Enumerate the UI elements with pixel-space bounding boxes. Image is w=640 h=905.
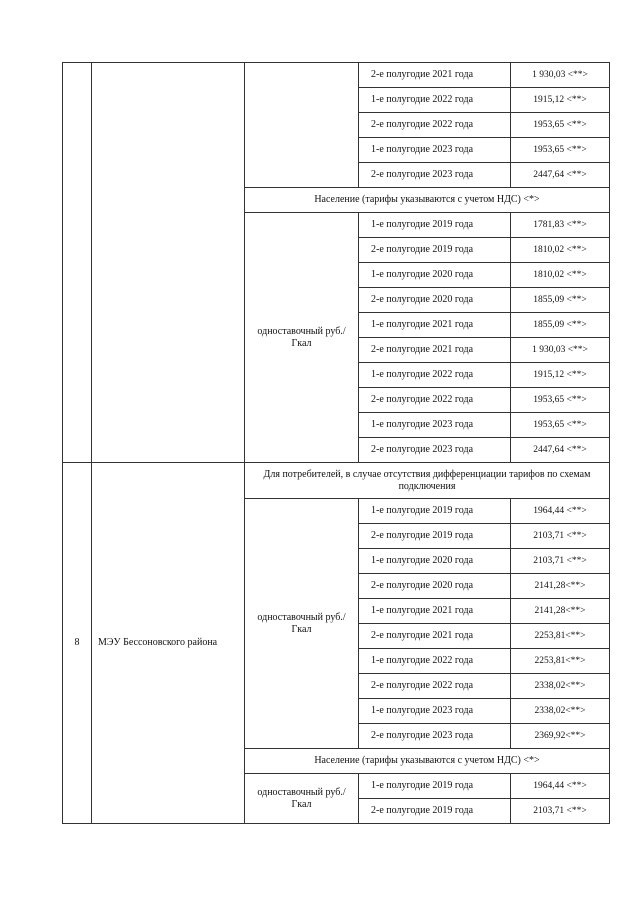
period-cell: 2-е полугодие 2020 года xyxy=(359,574,511,599)
tariff-value-cell: 1810,02 <**> xyxy=(511,263,610,288)
tariff-value-cell: 2338,02<**> xyxy=(511,699,610,724)
period-cell: 1-е полугодие 2019 года xyxy=(359,774,511,799)
period-cell: 1-е полугодие 2023 года xyxy=(359,699,511,724)
org-number: 8 xyxy=(63,463,92,824)
tariff-value-cell: 1964,44 <**> xyxy=(511,499,610,524)
period-cell: 2-е полугодие 2022 года xyxy=(359,113,511,138)
period-cell: 1-е полугодие 2019 года xyxy=(359,499,511,524)
tariff-type-cell-prev xyxy=(245,63,359,188)
tariff-value-cell: 2447,64 <**> xyxy=(511,438,610,463)
tariff-type-cell: одноставочный руб./Гкал xyxy=(245,213,359,463)
period-cell: 2-е полугодие 2023 года xyxy=(359,163,511,188)
tariff-value-cell: 2141,28<**> xyxy=(511,599,610,624)
period-cell: 1-е полугодие 2020 года xyxy=(359,263,511,288)
tariff-value-cell: 2338,02<**> xyxy=(511,674,610,699)
period-cell: 1-е полугодие 2023 года xyxy=(359,413,511,438)
tariff-value-cell: 2103,71 <**> xyxy=(511,549,610,574)
tariff-value-cell: 2253,81<**> xyxy=(511,624,610,649)
period-cell: 2-е полугодие 2020 года xyxy=(359,288,511,313)
period-cell: 2-е полугодие 2023 года xyxy=(359,724,511,749)
tariff-value-cell: 1964,44 <**> xyxy=(511,774,610,799)
tariff-value-cell: 2253,81<**> xyxy=(511,649,610,674)
org-number-cell-prev xyxy=(63,63,92,463)
period-cell: 1-е полугодие 2022 года xyxy=(359,88,511,113)
tariff-value-cell: 1781,83 <**> xyxy=(511,213,610,238)
period-cell: 1-е полугодие 2022 года xyxy=(359,363,511,388)
tariff-value-cell: 1855,09 <**> xyxy=(511,288,610,313)
tariff-value-cell: 1 930,03 <**> xyxy=(511,338,610,363)
period-cell: 2-е полугодие 2019 года xyxy=(359,238,511,263)
period-cell: 2-е полугодие 2021 года xyxy=(359,63,511,88)
tariff-value-cell: 2447,64 <**> xyxy=(511,163,610,188)
tariff-value-cell: 2103,71 <**> xyxy=(511,524,610,549)
tariff-value-cell: 1953,65 <**> xyxy=(511,138,610,163)
tariff-type-cell: одноставочный руб./Гкал xyxy=(245,499,359,749)
org-name-cell-prev xyxy=(92,63,245,463)
period-cell: 1-е полугодие 2020 года xyxy=(359,549,511,574)
period-cell: 2-е полугодие 2019 года xyxy=(359,799,511,824)
period-cell: 1-е полугодие 2019 года xyxy=(359,213,511,238)
period-cell: 1-е полугодие 2022 года xyxy=(359,649,511,674)
tariff-value-cell: 1855,09 <**> xyxy=(511,313,610,338)
tariff-value-cell: 1953,65 <**> xyxy=(511,113,610,138)
section-header: Для потребителей, в случае отсутствия дифференциации тарифов по схемам подключения xyxy=(245,463,610,499)
tariff-value-cell: 2103,71 <**> xyxy=(511,799,610,824)
tariff-table xyxy=(62,62,610,824)
tariff-value-cell: 1915,12 <**> xyxy=(511,363,610,388)
period-cell: 2-е полугодие 2022 года xyxy=(359,388,511,413)
tariff-value-cell: 1953,65 <**> xyxy=(511,413,610,438)
tariff-value-cell: 1915,12 <**> xyxy=(511,88,610,113)
period-cell: 2-е полугодие 2019 года xyxy=(359,524,511,549)
section-header: Население (тарифы указываются с учетом НДС) <*> xyxy=(245,188,610,213)
period-cell: 1-е полугодие 2021 года xyxy=(359,313,511,338)
tariff-value-cell: 1953,65 <**> xyxy=(511,388,610,413)
org-name: МЭУ Бессоновского района xyxy=(92,463,245,824)
period-cell: 2-е полугодие 2021 года xyxy=(359,338,511,363)
tariff-value-cell: 1810,02 <**> xyxy=(511,238,610,263)
period-cell: 1-е полугодие 2023 года xyxy=(359,138,511,163)
period-cell: 2-е полугодие 2022 года xyxy=(359,674,511,699)
table-row xyxy=(63,463,610,499)
period-cell: 2-е полугодие 2021 года xyxy=(359,624,511,649)
tariff-value-cell: 2141,28<**> xyxy=(511,574,610,599)
period-cell: 1-е полугодие 2021 года xyxy=(359,599,511,624)
tariff-value-cell: 2369,92<**> xyxy=(511,724,610,749)
tariff-value-cell: 1 930,03 <**> xyxy=(511,63,610,88)
tariff-type-cell: одноставочный руб./Гкал xyxy=(245,774,359,824)
section-header: Население (тарифы указываются с учетом НДС) <*> xyxy=(245,749,610,774)
table-row xyxy=(63,63,610,88)
period-cell: 2-е полугодие 2023 года xyxy=(359,438,511,463)
